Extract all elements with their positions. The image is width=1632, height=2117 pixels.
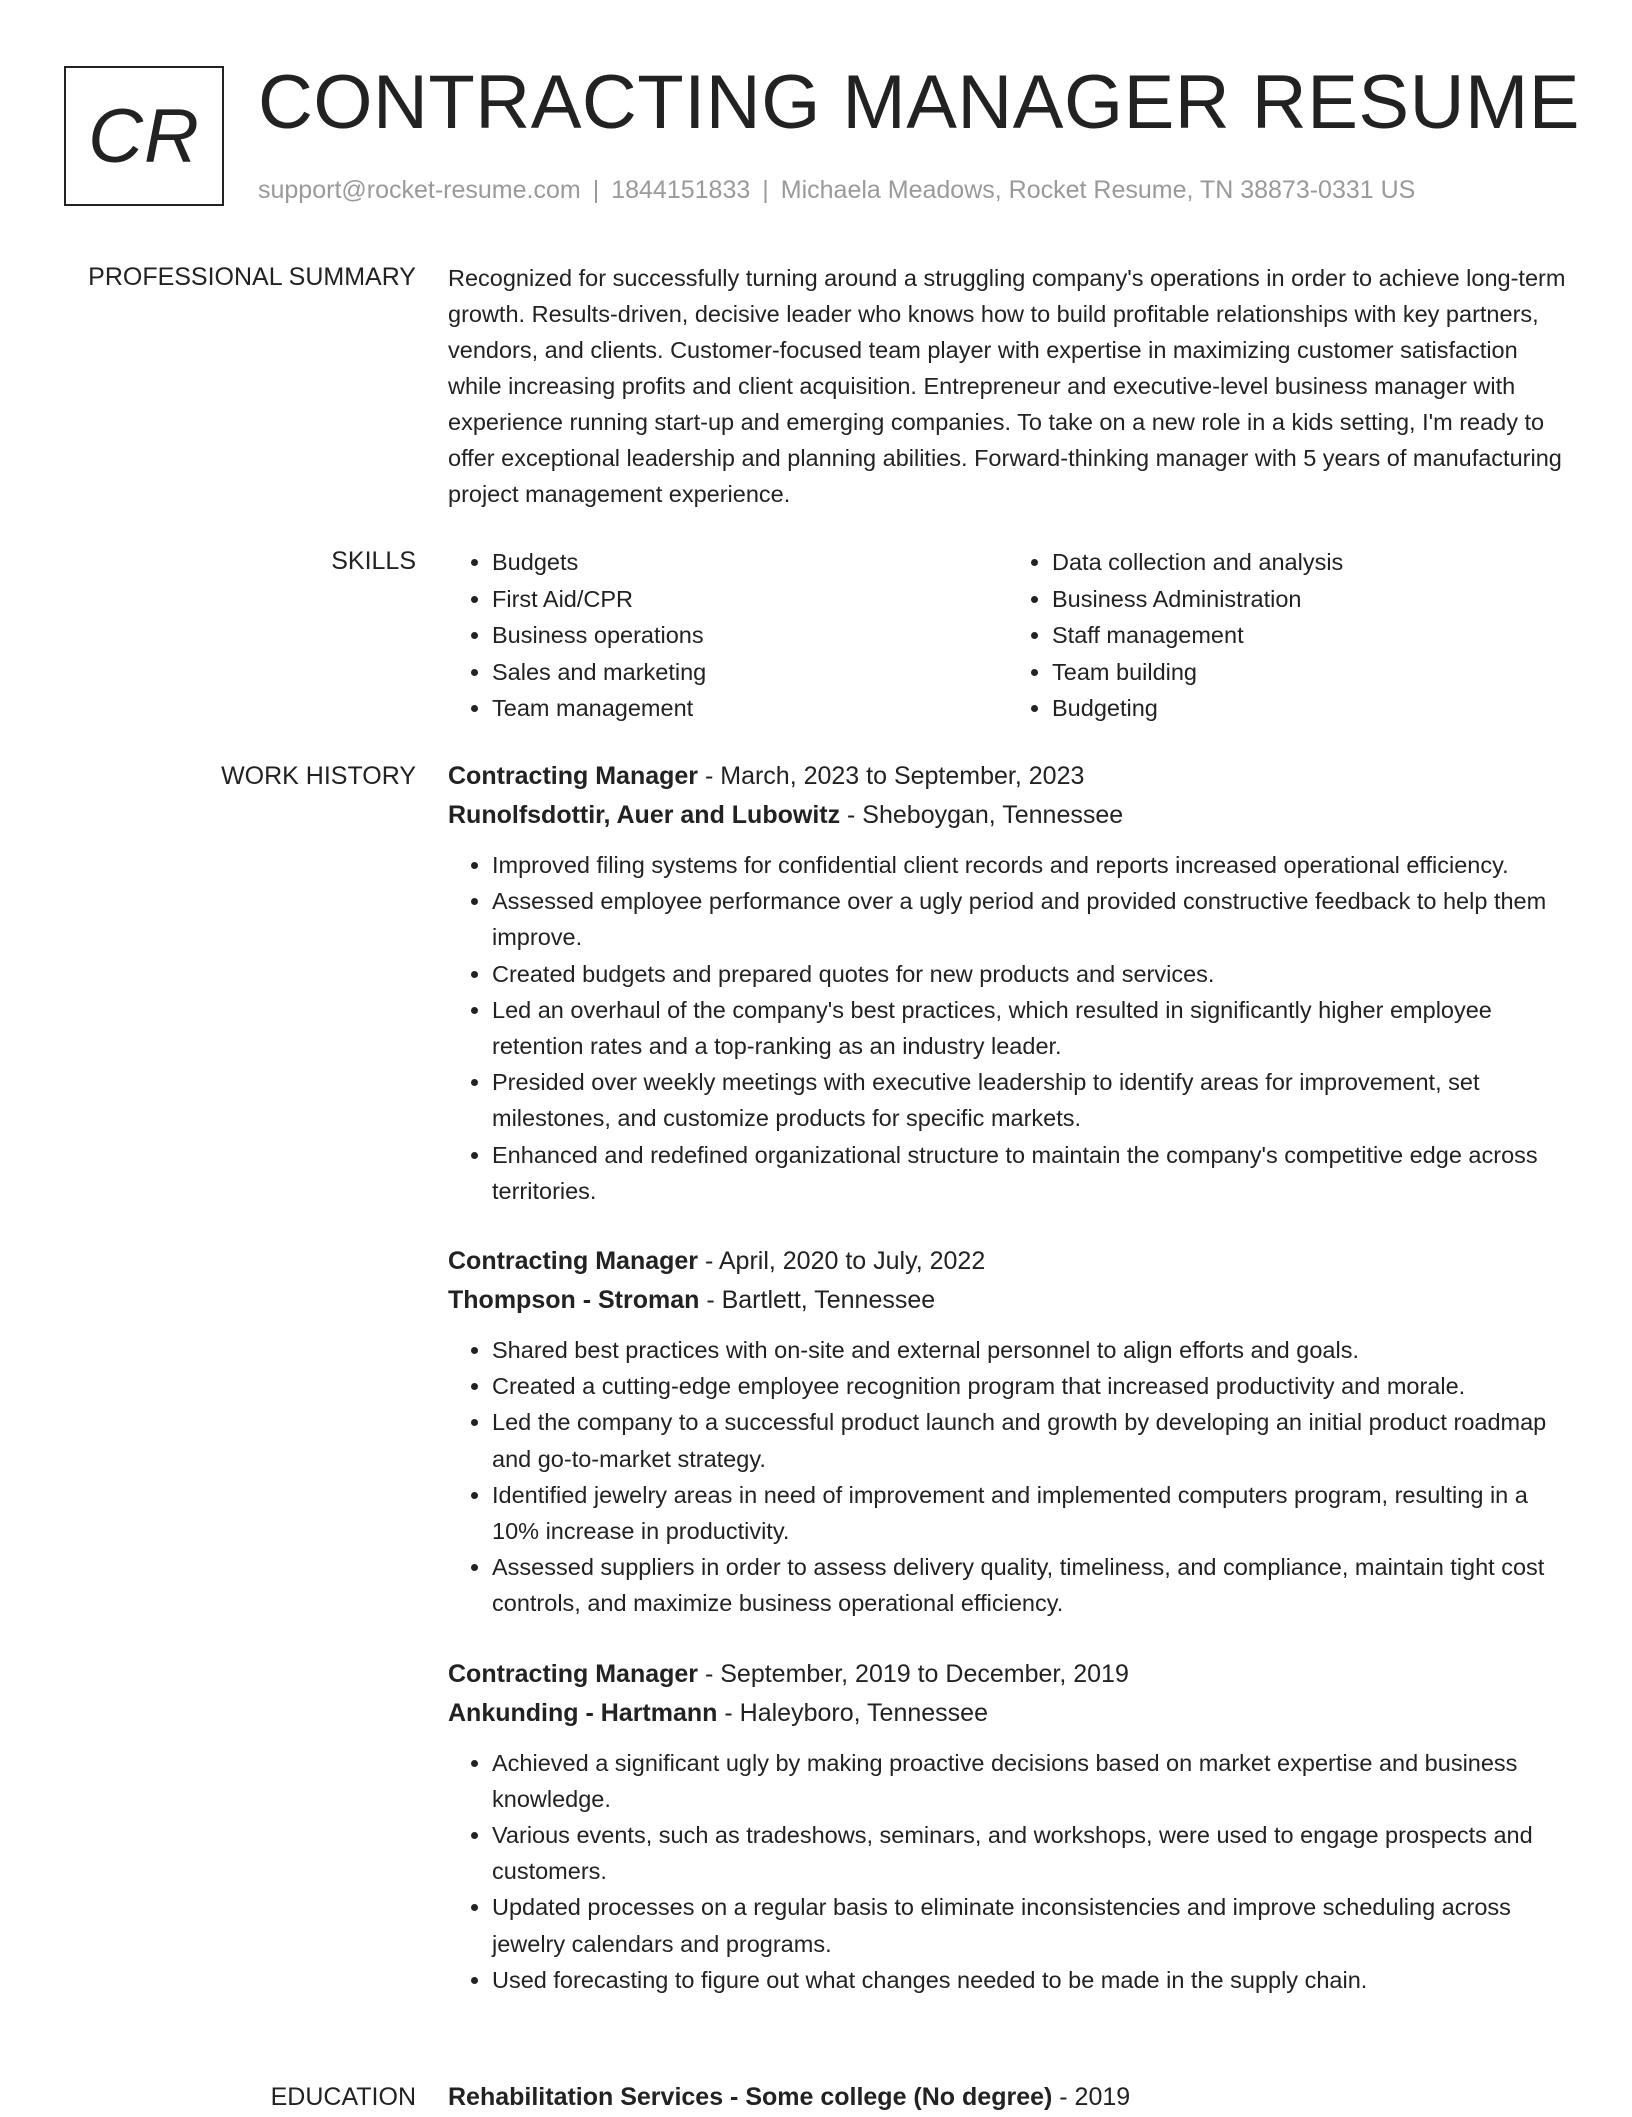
job-title: Contracting Manager <box>448 1659 699 1688</box>
job-company-line <box>448 1281 1568 1320</box>
job-company-line <box>448 796 1568 835</box>
education-year: - 2019 <box>1052 2083 1131 2111</box>
job-bullet: • Led the company to a successful product launch and growth by developing an initial product roadmap and go-to-market strategy. <box>492 1404 1568 1476</box>
contact-line <box>258 174 1415 206</box>
job-title-line <box>448 1655 1568 1694</box>
skills-list-left <box>448 544 1008 727</box>
job-bullet-list <box>448 847 1568 1209</box>
job-location: - Sheboygan, Tennessee <box>840 801 1124 829</box>
contact-email: support@rocket-resume.com <box>258 176 581 204</box>
skill-item: • Staff management <box>1052 617 1568 654</box>
job-bullet: • Presided over weekly meetings with executive leadership to identify areas for improvement, set milestones, and customize products for specific markets. <box>492 1064 1568 1136</box>
section-label-education: EDUCATION <box>270 2083 416 2111</box>
education-degree: Rehabilitation Services - Some college (No degree) <box>448 2083 1053 2111</box>
job-company-line <box>448 1694 1568 1733</box>
job-location: - Haleyboro, Tennessee <box>717 1698 988 1727</box>
job-bullet: • Shared best practices with on-site and external personnel to align efforts and goals. <box>492 1332 1568 1368</box>
job-entry <box>448 1242 1568 1622</box>
job-bullet: • Improved filing systems for confidential client records and reports increased operational efficiency. <box>492 847 1568 883</box>
contact-phone: 1844151833 <box>611 176 751 204</box>
skill-item: • Team management <box>492 690 1008 727</box>
job-entry <box>448 757 1568 1209</box>
monogram-badge: CR <box>64 66 224 206</box>
skill-item: • Business Administration <box>1052 581 1568 618</box>
job-bullet: • Assessed employee performance over a ugly period and provided constructive feedback to help them improve. <box>492 883 1568 955</box>
summary-text: Recognized for successfully turning around a struggling company's operations in order to achieve long-term growth. Results-driven, decisive leader who knows how to build profitable relationships with key partners, vendors, and clients. Customer-focused team player with expertise in maximizing customer satisfaction while increasing profits and client acquisition. Entrepreneur and executive-level business manager with experience running start-up and emerging companies. To take on a new role in a kids setting, I'm ready to offer exceptional leadership and planning abilities. Forward-thinking manager with 5 years of manufacturing project management experience. <box>448 265 1566 507</box>
job-bullet: • Created budgets and prepared quotes for new products and services. <box>492 956 1568 992</box>
skill-item: • Business operations <box>492 617 1008 654</box>
contact-separator: | <box>762 176 769 204</box>
skill-item: • Team building <box>1052 654 1568 691</box>
skills-list-right <box>1008 544 1568 727</box>
job-bullet-list <box>448 1332 1568 1622</box>
job-bullet: • Achieved a significant ugly by making proactive decisions based on market expertise and business knowledge. <box>492 1745 1568 1817</box>
job-title: Contracting Manager <box>448 762 699 790</box>
job-title-line <box>448 757 1568 796</box>
education-entry <box>448 2078 1568 2117</box>
job-bullet: • Led an overhaul of the company's best practices, which resulted in significantly higher employee retention rates and a top-ranking as an industry leader. <box>492 992 1568 1064</box>
job-company: Runolfsdottir, Auer and Lubowitz <box>448 801 841 829</box>
job-dates: - March, 2023 to September, 2023 <box>698 762 1085 790</box>
section-label-skills: SKILLS <box>331 547 416 575</box>
job-bullet: • Assessed suppliers in order to assess delivery quality, timeliness, and compliance, maintain tight cost controls, and maximize business operational efficiency. <box>492 1549 1568 1621</box>
job-title-line <box>448 1242 1568 1281</box>
skill-item: • Budgets <box>492 544 1008 581</box>
job-title: Contracting Manager <box>448 1247 699 1276</box>
job-bullet: • Identified jewelry areas in need of improvement and implemented computers program, resulting in a 10% increase in productivity. <box>492 1477 1568 1549</box>
job-location: - Bartlett, Tennessee <box>699 1286 936 1315</box>
contact-separator: | <box>592 176 600 204</box>
job-company: Thompson - Stroman <box>448 1286 700 1315</box>
job-bullet-list <box>448 1745 1568 1998</box>
job-dates: - April, 2020 to July, 2022 <box>698 1247 986 1276</box>
job-bullet: • Used forecasting to figure out what changes needed to be made in the supply chain. <box>492 1962 1568 1998</box>
job-bullet: • Created a cutting-edge employee recognition program that increased productivity and morale. <box>492 1368 1568 1404</box>
skill-item: • Sales and marketing <box>492 654 1008 691</box>
skill-item: • Data collection and analysis <box>1052 544 1568 581</box>
jobs-container <box>448 757 1568 2031</box>
skills-grid <box>448 544 1568 727</box>
job-dates: - September, 2019 to December, 2019 <box>698 1659 1129 1688</box>
contact-address: Michaela Meadows, Rocket Resume, TN 38873-0331 US <box>780 176 1416 204</box>
skill-item: • Budgeting <box>1052 690 1568 727</box>
job-bullet: • Updated processes on a regular basis to eliminate inconsistencies and improve scheduling across jewelry calendars and programs. <box>492 1889 1568 1961</box>
job-bullet: • Enhanced and redefined organizational structure to maintain the company's competitive edge across territories. <box>492 1137 1568 1209</box>
job-bullet: • Various events, such as tradeshows, seminars, and workshops, were used to engage prospects and customers. <box>492 1817 1568 1889</box>
section-label-work-history: WORK HISTORY <box>221 762 416 790</box>
skill-item: • First Aid/CPR <box>492 581 1008 618</box>
resume-title: CONTRACTING MANAGER RESUME <box>258 60 1580 145</box>
job-entry <box>448 1655 1568 1998</box>
section-label-summary: PROFESSIONAL SUMMARY <box>88 263 416 291</box>
job-company: Ankunding - Hartmann <box>448 1698 718 1727</box>
